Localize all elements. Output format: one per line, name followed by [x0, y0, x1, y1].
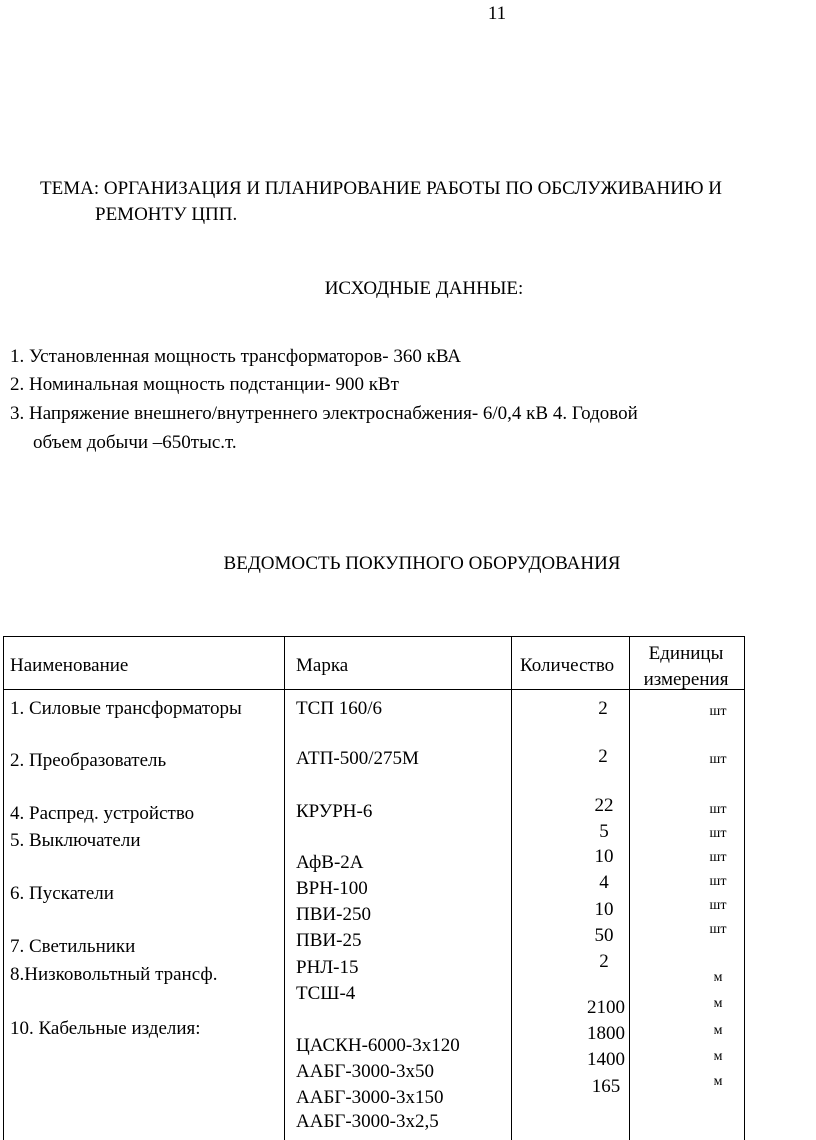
initial-data-item-3-line-1: 3. Напряжение внешнего/внутреннего электроснабжения- 6/0,4 кВ 4. Годовой: [10, 403, 638, 424]
list-item-quantity: 1800: [587, 1023, 625, 1044]
table-col-border-3: [511, 636, 512, 1140]
list-item-unit: м: [713, 996, 723, 1011]
list-item-quantity: 2100: [587, 997, 625, 1018]
table-top-border: [3, 636, 745, 637]
list-item-quantity: 10: [594, 846, 614, 867]
list-item-unit: шт: [709, 802, 727, 817]
table-header-divider: [3, 689, 745, 690]
equipment-title: ВЕДОМОСТЬ ПОКУПНОГО ОБОРУДОВАНИЯ: [223, 553, 621, 574]
list-item-brand: РНЛ-15: [296, 957, 359, 978]
list-item-unit: шт: [709, 850, 727, 865]
list-item-unit: м: [713, 970, 723, 985]
table-col-border-2: [284, 636, 285, 1140]
list-item-quantity: 5: [599, 821, 609, 842]
list-item-unit: шт: [709, 826, 727, 841]
table-col-border-4: [629, 636, 630, 1140]
list-item-brand: ПВИ-250: [296, 904, 371, 925]
table-col-border-left: [3, 636, 4, 1140]
row-1-brand: ТСП 160/6: [296, 698, 383, 719]
header-unit-line-1: Единицы: [648, 643, 724, 664]
list-item-brand: ААБГ-3000-3х2,5: [296, 1111, 439, 1132]
list-item-brand: АфВ-2А: [296, 852, 364, 873]
list-item-brand: КРУРН-6: [296, 801, 373, 822]
list-item-brand: ВРН-100: [296, 878, 368, 899]
initial-data-item-2: 2. Номинальная мощность подстанции- 900 кВт: [10, 374, 399, 395]
row-1-quantity: 2: [598, 698, 608, 719]
list-item-brand: ПВИ-25: [296, 930, 362, 951]
row-1-unit: шт: [709, 704, 727, 719]
table-col-border-right: [744, 636, 745, 1140]
initial-data-heading: ИСХОДНЫЕ ДАННЫЕ:: [324, 278, 524, 299]
list-item-brand: ТСШ-4: [296, 983, 356, 1004]
list-item-brand: ААБГ-3000-3х50: [296, 1061, 434, 1082]
list-item-quantity: 2: [599, 951, 609, 972]
row-2-brand: АТП-500/275М: [296, 748, 419, 769]
header-name: Наименование: [10, 655, 129, 676]
list-item-unit: шт: [709, 874, 727, 889]
list-item-unit: м: [713, 1074, 723, 1089]
list-item-quantity: 165: [591, 1076, 621, 1097]
row-2-unit: шт: [709, 752, 727, 767]
header-quantity: Количество: [520, 655, 615, 676]
list-item-name: 7. Светильники: [10, 936, 136, 957]
page-number: 11: [487, 3, 507, 24]
list-item-unit: м: [713, 1049, 723, 1064]
list-item-name: 4. Распред. устройство: [10, 803, 195, 824]
list-item-unit: м: [713, 1023, 723, 1038]
row-1-name: 1. Силовые трансформаторы: [10, 698, 242, 719]
row-2-name: 2. Преобразователь: [10, 750, 167, 771]
initial-data-item-3-line-2: объем добычи –650тыс.т.: [33, 432, 237, 453]
list-item-quantity: 1400: [587, 1049, 625, 1070]
list-item-quantity: 22: [594, 795, 614, 816]
list-item-quantity: 50: [594, 925, 614, 946]
header-brand: Марка: [296, 655, 349, 676]
row-2-quantity: 2: [598, 746, 608, 767]
list-item-unit: шт: [709, 898, 727, 913]
topic-line-1: ТЕМА: ОРГАНИЗАЦИЯ И ПЛАНИРОВАНИЕ РАБОТЫ ПО ОБСЛУЖИВАНИЮ И: [40, 178, 722, 199]
list-item-name: 8.Низковольтный трансф.: [10, 964, 218, 985]
topic-line-2: РЕМОНТУ ЦПП.: [95, 204, 238, 225]
list-item-brand: ЦАСКН-6000-3х120: [296, 1035, 460, 1056]
header-unit-line-2: измерения: [643, 669, 729, 690]
list-item-quantity: 10: [594, 899, 614, 920]
list-item-brand: ААБГ-3000-3х150: [296, 1087, 444, 1108]
list-item-quantity: 4: [599, 872, 609, 893]
initial-data-item-1: 1. Установленная мощность трансформаторов- 360 кВА: [10, 346, 462, 367]
list-item-name: 10. Кабельные изделия:: [10, 1018, 201, 1039]
list-item-unit: шт: [709, 922, 727, 937]
list-item-name: 5. Выключатели: [10, 830, 141, 851]
list-item-name: 6. Пускатели: [10, 883, 114, 904]
